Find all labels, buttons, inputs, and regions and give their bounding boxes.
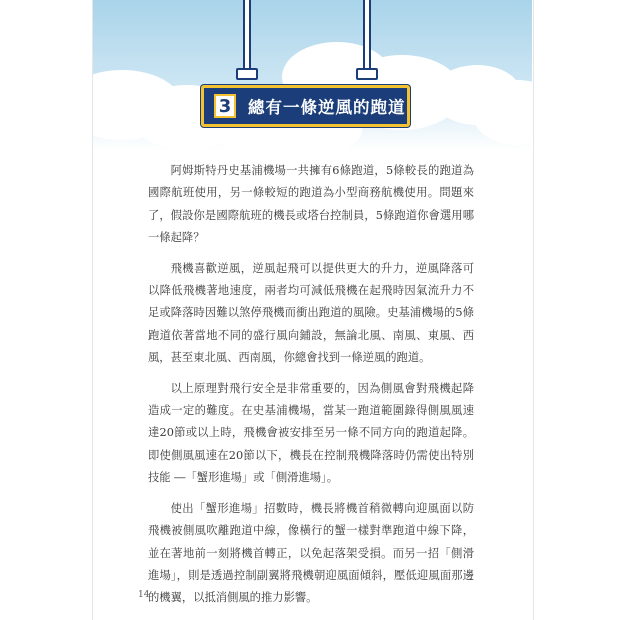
sky-header-illustration (92, 0, 532, 150)
chapter-title: 總有一條逆風的跑道 (248, 98, 406, 117)
banner-clip-right (356, 68, 378, 80)
article-body (148, 160, 474, 618)
paragraph: 使出「蟹形進場」招數時，機長將機首稍微轉向迎風面以防飛機被側風吹離跑道中線，像橫行的蟹一樣對準跑道中線下降，並在著地前一刻將機首轉正，以免起落架受損。而另一招「側滑進場」，則是透過控制副翼將飛機朝迎風面傾斜，壓低迎風面那邊的機翼，以抵消側風的推力影響。 (148, 501, 474, 605)
banner-clip-left (236, 68, 258, 80)
banner-strap-left (243, 0, 251, 74)
banner-strap-right (363, 0, 371, 74)
paragraph: 以上原理對飛行安全是非常重要的，因為側風會對飛機起降造成一定的難度。在史基浦機場，當某一跑道範圍錄得側風風速達20節或以上時，飛機會被安排至另一條不同方向的跑道起降。即使側風風速在20節以下，機長在控制飛機降落時仍需使出特別技能 ―「蟹形進場」或「側滑進場」。 (148, 381, 474, 485)
paragraph: 阿姆斯特丹史基浦機場一共擁有6條跑道，5條較長的跑道為國際航班使用，另一條較短的跑道為小型商務航機使用。問題來了，假設你是國際航班的機長或塔台控制員，5條跑道你會選用哪一條起降？ (148, 164, 474, 245)
chapter-number: 3 (214, 94, 236, 118)
paragraph: 飛機喜歡逆風，逆風起飛可以提供更大的升力，逆風降落可以降低飛機著地速度，兩者均可減低飛機在起飛時因氣流升力不足或降落時因難以煞停飛機而衝出跑道的風險。史基浦機場的5條跑道依著當地不同的盛行風向鋪設，無論北風、南風、東風、西風，甚至東北風、西南風，你總會找到一條逆風的跑道。 (148, 261, 474, 365)
chapter-banner (201, 85, 410, 127)
page-number: 14 (138, 590, 150, 600)
